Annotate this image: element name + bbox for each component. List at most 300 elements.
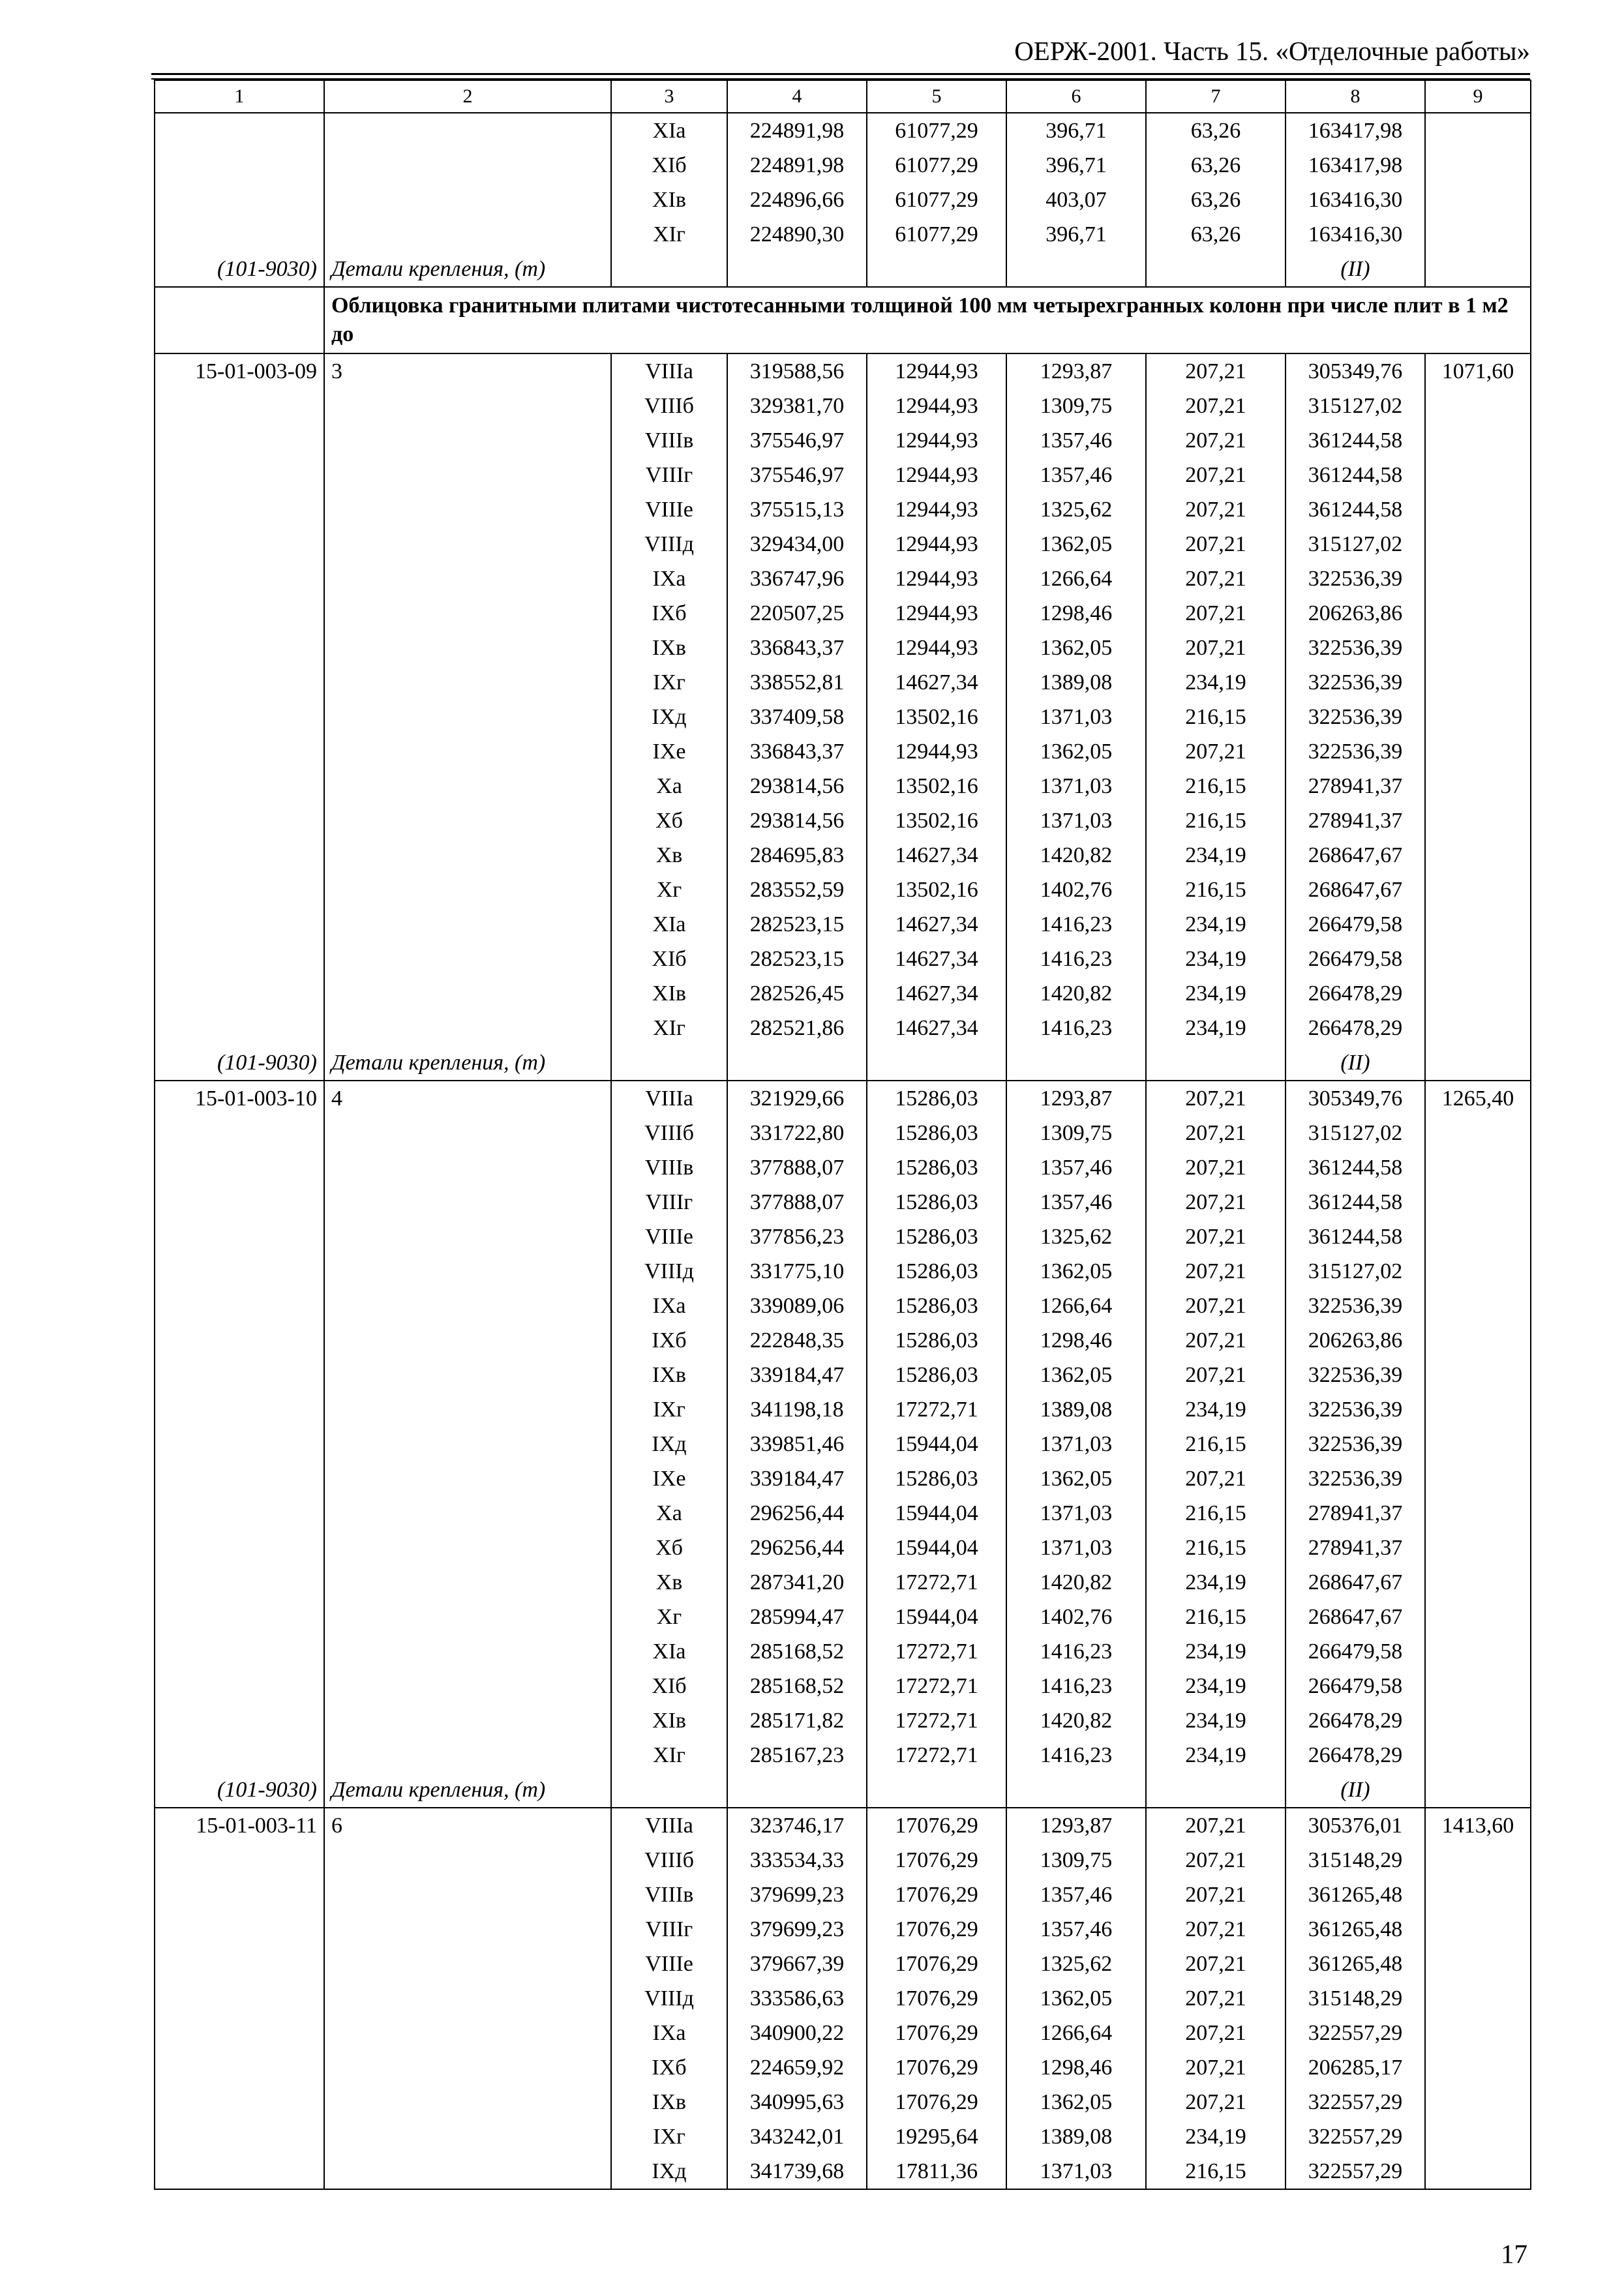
rate-code xyxy=(155,1565,324,1600)
rate-description xyxy=(324,1912,611,1947)
materials: 361244,58 xyxy=(1286,1219,1425,1254)
table-row xyxy=(155,838,1531,873)
rate-code xyxy=(155,1843,324,1878)
column-number: 5 xyxy=(867,80,1006,113)
materials: 361244,58 xyxy=(1286,423,1425,458)
column-number: 3 xyxy=(611,80,727,113)
labor-cost xyxy=(1425,1496,1531,1531)
materials: 266478,29 xyxy=(1286,1011,1425,1045)
table-row xyxy=(155,1531,1531,1565)
operator-wages: 207,21 xyxy=(1146,561,1286,596)
total-cost: 224659,92 xyxy=(727,2050,867,2085)
materials: 361244,58 xyxy=(1286,458,1425,492)
rate-description xyxy=(324,1323,611,1358)
territory-zone: XIа xyxy=(611,113,727,148)
labor-cost xyxy=(1425,907,1531,942)
labor-cost xyxy=(1425,1634,1531,1669)
labor-cost xyxy=(1425,1461,1531,1496)
table-row xyxy=(155,423,1531,458)
column-number-row xyxy=(155,80,1531,113)
labor-cost xyxy=(1425,1392,1531,1427)
wages: 12944,93 xyxy=(867,631,1006,665)
labor-cost xyxy=(1425,1150,1531,1185)
machine-operation: 1416,23 xyxy=(1006,1738,1146,1773)
rate-description: Детали крепления, (т) xyxy=(324,252,611,287)
materials: 305376,01 xyxy=(1286,1808,1425,1843)
rate-code xyxy=(155,700,324,734)
territory-zone: VIIIг xyxy=(611,458,727,492)
rate-code: 15-01-003-11 xyxy=(155,1808,324,1843)
wages: 61077,29 xyxy=(867,183,1006,217)
column-number: 1 xyxy=(155,80,324,113)
wages: 17272,71 xyxy=(867,1669,1006,1703)
operator-wages: 207,21 xyxy=(1146,1947,1286,1981)
materials: 322536,39 xyxy=(1286,1358,1425,1392)
labor-cost xyxy=(1425,873,1531,907)
machine-operation: 1420,82 xyxy=(1006,838,1146,873)
territory-zone xyxy=(611,1045,727,1081)
wages: 17272,71 xyxy=(867,1565,1006,1600)
column-number: 2 xyxy=(324,80,611,113)
total-cost: 296256,44 xyxy=(727,1496,867,1531)
table-row xyxy=(155,1219,1531,1254)
rate-code xyxy=(155,1254,324,1289)
territory-zone: IXб xyxy=(611,1323,727,1358)
labor-cost xyxy=(1425,1703,1531,1738)
labor-cost xyxy=(1425,183,1531,217)
machine-operation: 1416,23 xyxy=(1006,1634,1146,1669)
wages: 14627,34 xyxy=(867,838,1006,873)
rate-code xyxy=(155,734,324,769)
materials: 322536,39 xyxy=(1286,561,1425,596)
table-row xyxy=(155,353,1531,389)
operator-wages xyxy=(1146,1045,1286,1081)
total-cost: 336843,37 xyxy=(727,734,867,769)
section-spacer xyxy=(155,287,324,353)
operator-wages: 207,21 xyxy=(1146,1081,1286,1116)
total-cost: 224890,30 xyxy=(727,217,867,252)
operator-wages: 207,21 xyxy=(1146,1912,1286,1947)
wages: 15944,04 xyxy=(867,1600,1006,1634)
total-cost: 377888,07 xyxy=(727,1185,867,1219)
rate-code xyxy=(155,631,324,665)
rate-description xyxy=(324,1392,611,1427)
operator-wages: 207,21 xyxy=(1146,2016,1286,2050)
rate-description: Детали крепления, (т) xyxy=(324,1045,611,1081)
territory-zone: VIIIе xyxy=(611,1219,727,1254)
materials: 278941,37 xyxy=(1286,1531,1425,1565)
machine-operation: 1416,23 xyxy=(1006,1669,1146,1703)
table-row xyxy=(155,631,1531,665)
territory-zone: VIIIб xyxy=(611,1116,727,1150)
territory-zone: IXв xyxy=(611,1358,727,1392)
machine-operation: 1371,03 xyxy=(1006,1531,1146,1565)
table-row xyxy=(155,1496,1531,1531)
rate-code xyxy=(155,2119,324,2154)
labor-cost xyxy=(1425,700,1531,734)
machine-operation: 1362,05 xyxy=(1006,1254,1146,1289)
table-row xyxy=(155,734,1531,769)
total-cost: 321929,66 xyxy=(727,1081,867,1116)
rate-description xyxy=(324,1461,611,1496)
rate-description xyxy=(324,769,611,803)
materials: 361244,58 xyxy=(1286,492,1425,527)
territory-zone: IXе xyxy=(611,734,727,769)
labor-cost xyxy=(1425,2016,1531,2050)
wages: 14627,34 xyxy=(867,942,1006,976)
materials: 305349,76 xyxy=(1286,353,1425,389)
operator-wages: 207,21 xyxy=(1146,1219,1286,1254)
rate-code xyxy=(155,1185,324,1219)
rate-code xyxy=(155,1150,324,1185)
rate-code xyxy=(155,2085,324,2119)
rate-description xyxy=(324,148,611,183)
rate-code xyxy=(155,423,324,458)
table-row xyxy=(155,976,1531,1011)
materials: 278941,37 xyxy=(1286,769,1425,803)
rate-description xyxy=(324,1738,611,1773)
wages: 15286,03 xyxy=(867,1116,1006,1150)
labor-cost: 1265,40 xyxy=(1425,1081,1531,1116)
total-cost: 296256,44 xyxy=(727,1531,867,1565)
machine-operation xyxy=(1006,1773,1146,1808)
rate-code xyxy=(155,873,324,907)
territory-zone: XIб xyxy=(611,1669,727,1703)
table-row xyxy=(155,2016,1531,2050)
materials: 322557,29 xyxy=(1286,2016,1425,2050)
rate-description xyxy=(324,803,611,838)
wages: 17272,71 xyxy=(867,1634,1006,1669)
materials: 305349,76 xyxy=(1286,1081,1425,1116)
machine-operation: 1293,87 xyxy=(1006,1081,1146,1116)
labor-cost xyxy=(1425,1878,1531,1912)
operator-wages: 63,26 xyxy=(1146,148,1286,183)
materials: 163417,98 xyxy=(1286,148,1425,183)
operator-wages: 234,19 xyxy=(1146,1703,1286,1738)
labor-cost xyxy=(1425,1981,1531,2016)
total-cost: 377856,23 xyxy=(727,1219,867,1254)
operator-wages: 216,15 xyxy=(1146,1531,1286,1565)
materials: 206263,86 xyxy=(1286,1323,1425,1358)
wages: 13502,16 xyxy=(867,700,1006,734)
total-cost: 285171,82 xyxy=(727,1703,867,1738)
total-cost xyxy=(727,252,867,287)
labor-cost xyxy=(1425,631,1531,665)
operator-wages: 234,19 xyxy=(1146,1634,1286,1669)
rate-code xyxy=(155,2016,324,2050)
rate-description xyxy=(324,734,611,769)
machine-operation: 1420,82 xyxy=(1006,976,1146,1011)
table-row xyxy=(155,148,1531,183)
total-cost: 293814,56 xyxy=(727,803,867,838)
materials: 206285,17 xyxy=(1286,2050,1425,2085)
machine-operation: 1266,64 xyxy=(1006,1289,1146,1323)
rate-code xyxy=(155,838,324,873)
machine-operation: 1362,05 xyxy=(1006,2085,1146,2119)
rate-code xyxy=(155,1947,324,1981)
rate-code xyxy=(155,1738,324,1773)
materials: 266478,29 xyxy=(1286,976,1425,1011)
rate-code xyxy=(155,1981,324,2016)
rate-code xyxy=(155,665,324,700)
materials: 268647,67 xyxy=(1286,838,1425,873)
table-row xyxy=(155,527,1531,561)
total-cost: 333586,63 xyxy=(727,1981,867,2016)
total-cost: 341198,18 xyxy=(727,1392,867,1427)
operator-wages: 234,19 xyxy=(1146,838,1286,873)
machine-operation: 1362,05 xyxy=(1006,1981,1146,2016)
total-cost: 375515,13 xyxy=(727,492,867,527)
machine-operation xyxy=(1006,1045,1146,1081)
machine-operation: 1420,82 xyxy=(1006,1565,1146,1600)
wages: 17272,71 xyxy=(867,1392,1006,1427)
materials: 266479,58 xyxy=(1286,1669,1425,1703)
territory-zone: VIIIд xyxy=(611,1981,727,2016)
territory-zone: XIг xyxy=(611,1011,727,1045)
table-row xyxy=(155,596,1531,631)
operator-wages: 207,21 xyxy=(1146,631,1286,665)
total-cost: 333534,33 xyxy=(727,1843,867,1878)
territory-zone: XIв xyxy=(611,976,727,1011)
territory-zone: VIIIа xyxy=(611,1081,727,1116)
wages: 17076,29 xyxy=(867,1947,1006,1981)
section-heading-row xyxy=(155,287,1531,353)
labor-cost xyxy=(1425,838,1531,873)
operator-wages: 207,21 xyxy=(1146,389,1286,423)
table-row xyxy=(155,2050,1531,2085)
labor-cost xyxy=(1425,1843,1531,1878)
operator-wages: 234,19 xyxy=(1146,1392,1286,1427)
materials: 266479,58 xyxy=(1286,907,1425,942)
machine-operation: 1402,76 xyxy=(1006,1600,1146,1634)
materials: 322536,39 xyxy=(1286,665,1425,700)
materials: 266478,29 xyxy=(1286,1738,1425,1773)
page-number: 17 xyxy=(1501,2239,1527,2269)
table-row xyxy=(155,1703,1531,1738)
total-cost: 339089,06 xyxy=(727,1289,867,1323)
column-number: 8 xyxy=(1286,80,1425,113)
wages: 12944,93 xyxy=(867,527,1006,561)
table-row xyxy=(155,252,1531,287)
rate-description xyxy=(324,389,611,423)
labor-cost xyxy=(1425,113,1531,148)
table-row xyxy=(155,873,1531,907)
materials: 322536,39 xyxy=(1286,700,1425,734)
total-cost: 282521,86 xyxy=(727,1011,867,1045)
materials: 322536,39 xyxy=(1286,734,1425,769)
wages: 14627,34 xyxy=(867,976,1006,1011)
total-cost: 336843,37 xyxy=(727,631,867,665)
total-cost: 379699,23 xyxy=(727,1878,867,1912)
wages: 17076,29 xyxy=(867,2050,1006,2085)
table-row xyxy=(155,1461,1531,1496)
table-row xyxy=(155,803,1531,838)
territory-zone xyxy=(611,252,727,287)
labor-cost xyxy=(1425,1600,1531,1634)
operator-wages: 216,15 xyxy=(1146,1427,1286,1461)
rate-description xyxy=(324,1634,611,1669)
rate-description xyxy=(324,423,611,458)
section-heading: Облицовка гранитными плитами чистотесанными толщиной 100 мм четырехгранных колонн при числе плит в 1 м2 до xyxy=(324,287,1531,353)
rate-description xyxy=(324,942,611,976)
materials: 361265,48 xyxy=(1286,1912,1425,1947)
wages: 12944,93 xyxy=(867,492,1006,527)
labor-cost xyxy=(1425,148,1531,183)
labor-cost xyxy=(1425,527,1531,561)
rate-code xyxy=(155,1427,324,1461)
total-cost: 319588,56 xyxy=(727,353,867,389)
materials: 361265,48 xyxy=(1286,1878,1425,1912)
table-row xyxy=(155,769,1531,803)
wages: 19295,64 xyxy=(867,2119,1006,2154)
rate-code xyxy=(155,1289,324,1323)
machine-operation: 1357,46 xyxy=(1006,423,1146,458)
territory-zone: IXа xyxy=(611,561,727,596)
labor-cost xyxy=(1425,2050,1531,2085)
territory-zone: IXа xyxy=(611,1289,727,1323)
machine-operation: 1357,46 xyxy=(1006,458,1146,492)
table-row xyxy=(155,1808,1531,1843)
labor-cost xyxy=(1425,1358,1531,1392)
machine-operation: 396,71 xyxy=(1006,148,1146,183)
materials: 322557,29 xyxy=(1286,2154,1425,2189)
rate-code xyxy=(155,1461,324,1496)
rate-description xyxy=(324,1981,611,2016)
labor-cost xyxy=(1425,2085,1531,2119)
territory-zone: IXв xyxy=(611,2085,727,2119)
rate-description xyxy=(324,527,611,561)
labor-cost xyxy=(1425,1912,1531,1947)
territory-zone: XIб xyxy=(611,148,727,183)
machine-operation: 1362,05 xyxy=(1006,734,1146,769)
labor-cost xyxy=(1425,1738,1531,1773)
operator-wages: 234,19 xyxy=(1146,1738,1286,1773)
operator-wages: 207,21 xyxy=(1146,1461,1286,1496)
materials: 266479,58 xyxy=(1286,1634,1425,1669)
operator-wages: 216,15 xyxy=(1146,2154,1286,2189)
table-row xyxy=(155,1011,1531,1045)
wages: 17076,29 xyxy=(867,1843,1006,1878)
wages: 17272,71 xyxy=(867,1738,1006,1773)
operator-wages: 207,21 xyxy=(1146,353,1286,389)
total-cost: 222848,35 xyxy=(727,1323,867,1358)
table-row xyxy=(155,1565,1531,1600)
rate-description xyxy=(324,1600,611,1634)
table-row xyxy=(155,1738,1531,1773)
wages xyxy=(867,1045,1006,1081)
wages: 13502,16 xyxy=(867,873,1006,907)
rate-code xyxy=(155,1011,324,1045)
wages: 17076,29 xyxy=(867,1878,1006,1912)
rate-code: (101-9030) xyxy=(155,252,324,287)
materials: 268647,67 xyxy=(1286,873,1425,907)
column-number: 7 xyxy=(1146,80,1286,113)
rate-description xyxy=(324,976,611,1011)
materials: 268647,67 xyxy=(1286,1565,1425,1600)
labor-cost xyxy=(1425,1254,1531,1289)
operator-wages: 63,26 xyxy=(1146,183,1286,217)
rate-description xyxy=(324,1703,611,1738)
wages: 17076,29 xyxy=(867,2085,1006,2119)
rate-code xyxy=(155,1634,324,1669)
operator-wages: 207,21 xyxy=(1146,1323,1286,1358)
table-row xyxy=(155,2154,1531,2189)
machine-operation: 1357,46 xyxy=(1006,1878,1146,1912)
rate-description xyxy=(324,1878,611,1912)
machine-operation: 1416,23 xyxy=(1006,942,1146,976)
operator-wages: 216,15 xyxy=(1146,1496,1286,1531)
rate-description xyxy=(324,700,611,734)
operator-wages: 207,21 xyxy=(1146,1116,1286,1150)
territory-zone: VIIIг xyxy=(611,1912,727,1947)
operator-wages: 207,21 xyxy=(1146,1150,1286,1185)
wages: 15286,03 xyxy=(867,1323,1006,1358)
rate-description: 6 xyxy=(324,1808,611,1843)
total-cost: 375546,97 xyxy=(727,423,867,458)
rate-code xyxy=(155,561,324,596)
wages: 12944,93 xyxy=(867,596,1006,631)
rate-description xyxy=(324,492,611,527)
labor-cost xyxy=(1425,1116,1531,1150)
materials: 268647,67 xyxy=(1286,1600,1425,1634)
rate-description xyxy=(324,1011,611,1045)
rate-description xyxy=(324,1531,611,1565)
total-cost: 285168,52 xyxy=(727,1669,867,1703)
wages: 17272,71 xyxy=(867,1703,1006,1738)
machine-operation xyxy=(1006,252,1146,287)
territory-zone: VIIIв xyxy=(611,423,727,458)
rate-description xyxy=(324,665,611,700)
wages: 17076,29 xyxy=(867,1808,1006,1843)
wages: 12944,93 xyxy=(867,353,1006,389)
labor-cost xyxy=(1425,1669,1531,1703)
rate-code xyxy=(155,976,324,1011)
total-cost xyxy=(727,1773,867,1808)
labor-cost xyxy=(1425,217,1531,252)
rate-code xyxy=(155,907,324,942)
rate-description xyxy=(324,1427,611,1461)
labor-cost xyxy=(1425,596,1531,631)
rate-code xyxy=(155,769,324,803)
operator-wages: 207,21 xyxy=(1146,1254,1286,1289)
total-cost: 379699,23 xyxy=(727,1912,867,1947)
rate-code xyxy=(155,389,324,423)
rate-description xyxy=(324,458,611,492)
territory-zone: Xв xyxy=(611,838,727,873)
labor-cost xyxy=(1425,1947,1531,1981)
rate-description xyxy=(324,183,611,217)
wages: 17076,29 xyxy=(867,2016,1006,2050)
table-row xyxy=(155,1843,1531,1878)
territory-zone: IXг xyxy=(611,1392,727,1427)
total-cost: 283552,59 xyxy=(727,873,867,907)
operator-wages: 63,26 xyxy=(1146,217,1286,252)
territory-zone: IXг xyxy=(611,2119,727,2154)
table-row xyxy=(155,183,1531,217)
wages: 61077,29 xyxy=(867,113,1006,148)
materials: (II) xyxy=(1286,252,1425,287)
rate-description xyxy=(324,2085,611,2119)
territory-zone: IXб xyxy=(611,596,727,631)
territory-zone xyxy=(611,1773,727,1808)
materials: 315127,02 xyxy=(1286,1254,1425,1289)
materials: 322536,39 xyxy=(1286,1427,1425,1461)
table-row xyxy=(155,2119,1531,2154)
labor-cost xyxy=(1425,2119,1531,2154)
rate-code: 15-01-003-09 xyxy=(155,353,324,389)
territory-zone: Xв xyxy=(611,1565,727,1600)
machine-operation: 1293,87 xyxy=(1006,353,1146,389)
